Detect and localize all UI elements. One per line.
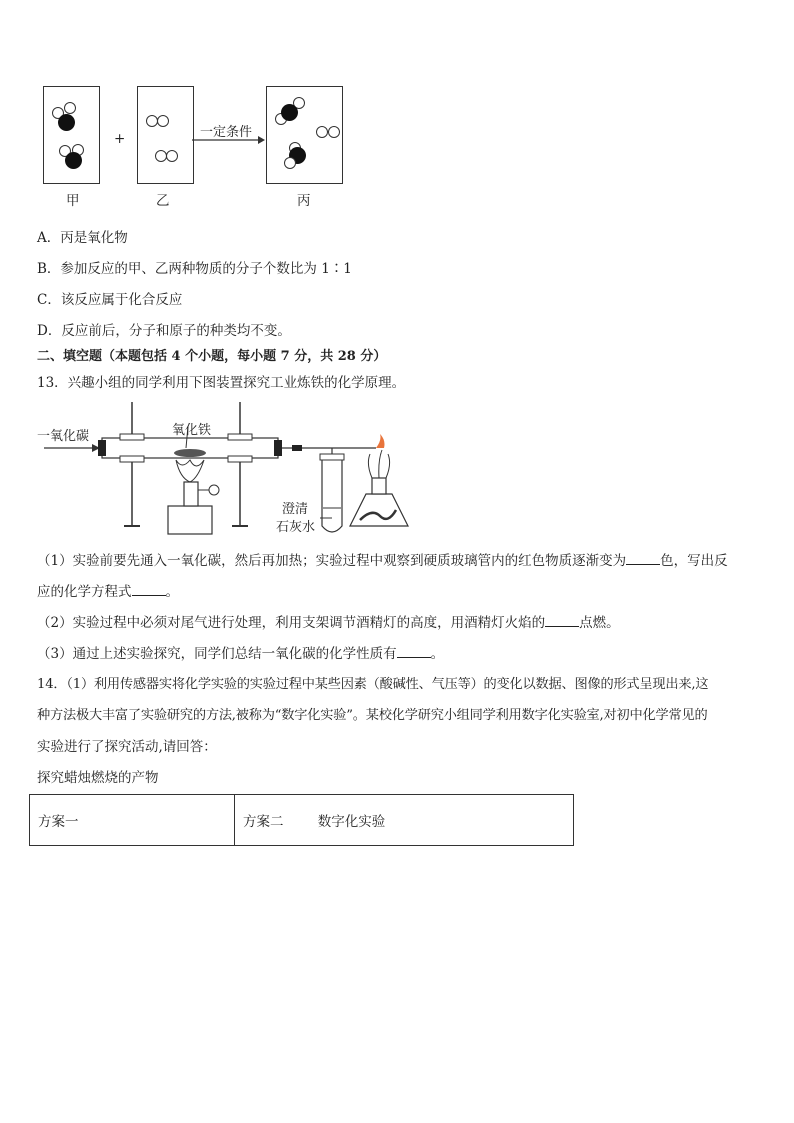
box-jia: [43, 86, 100, 184]
atom-black: [58, 114, 75, 131]
atom-white: [64, 102, 76, 114]
atom-white: [157, 115, 169, 127]
label-bing: 丙: [297, 193, 311, 209]
reaction-arrow: [192, 134, 266, 146]
reaction-condition: 一定条件: [200, 125, 253, 140]
atom-white: [328, 126, 340, 138]
q14-line1: 14．（1）利用传感器实将化学实验的实验过程中某些因素（酸碱性、气压等）的变化以数据、图像的形式呈现出来,这: [37, 677, 709, 692]
box-yi: [137, 86, 194, 184]
plus-sign: +: [114, 131, 126, 147]
atom-white: [284, 157, 296, 169]
answer-blank[interactable]: [132, 583, 166, 596]
q13-part3-text-a: （3）通过上述实验探究，同学们总结一氧化碳的化学性质有: [37, 646, 397, 662]
q13-stem: 13．兴趣小组的同学利用下图装置探究工业炼铁的化学原理。: [37, 375, 406, 391]
q13-part1-text-c: 应的化学方程式: [37, 584, 132, 600]
box-bing: [266, 86, 343, 184]
section-heading: 二、填空题（本题包括 4 个小题，每小题 7 分，共 28 分）: [37, 349, 387, 364]
q14-subtitle: 探究蜡烛燃烧的产物: [37, 770, 159, 786]
plan2-extra: 数字化实验: [317, 814, 386, 830]
atom-black: [65, 152, 82, 169]
table-cell-plan1: [30, 795, 235, 846]
q13-part1-line1: [37, 552, 728, 570]
apparatus-figure: [36, 398, 422, 542]
option-b: B．参加反应的甲、乙两种物质的分子个数比为 1∶1: [37, 261, 352, 277]
q13-part1-text-b: 色，写出反: [660, 553, 728, 569]
label-yi: 乙: [156, 193, 170, 209]
table-cell-plan2: [235, 795, 574, 846]
label-jia: 甲: [66, 193, 80, 209]
q13-part2-text-b: 点燃。: [579, 615, 620, 631]
plan-table: [29, 794, 574, 846]
q13-part1-text-a: （1）实验前要先通入一氧化碳，然后再加热；实验过程中观察到硬质玻璃管内的红色物质逐渐变为: [37, 553, 627, 569]
option-d: D．反应前后，分子和原子的种类均不变。: [37, 323, 291, 339]
label-co: 一氧化碳: [37, 429, 90, 444]
label-limewater-2: 石灰水: [276, 520, 316, 535]
q14-line2: 种方法极大丰富了实验研究的方法,被称为“数字化实验”。某校化学研究小组同学利用数字化实验室,对初中化学常见的: [37, 708, 708, 723]
q14-line3: 实验进行了探究活动,请回答：: [37, 739, 217, 755]
atom-black: [281, 104, 298, 121]
q13-part3-text-b: 。: [430, 646, 445, 662]
q13-part1-line2: [37, 583, 179, 601]
answer-blank[interactable]: [626, 552, 660, 565]
q13-part1-text-d: 。: [165, 584, 179, 600]
answer-blank[interactable]: [397, 645, 431, 658]
table-row: [30, 795, 574, 846]
atom-white: [166, 150, 178, 162]
atom-white: [316, 126, 328, 138]
answer-blank[interactable]: [545, 614, 579, 627]
q13-part2: [37, 614, 620, 632]
plan1-label: 方案一: [38, 814, 79, 830]
option-c: C．该反应属于化合反应: [37, 292, 183, 308]
label-limewater-1: 澄清: [282, 502, 309, 517]
label-fe2o3: 氧化铁: [172, 423, 212, 438]
q13-part2-text-a: （2）实验过程中必须对尾气进行处理，利用支架调节酒精灯的高度，用酒精灯火焰的: [37, 615, 546, 631]
q13-part3: [37, 645, 444, 663]
option-a: A．丙是氧化物: [37, 230, 128, 246]
plan2-label: 方案二: [243, 814, 284, 830]
